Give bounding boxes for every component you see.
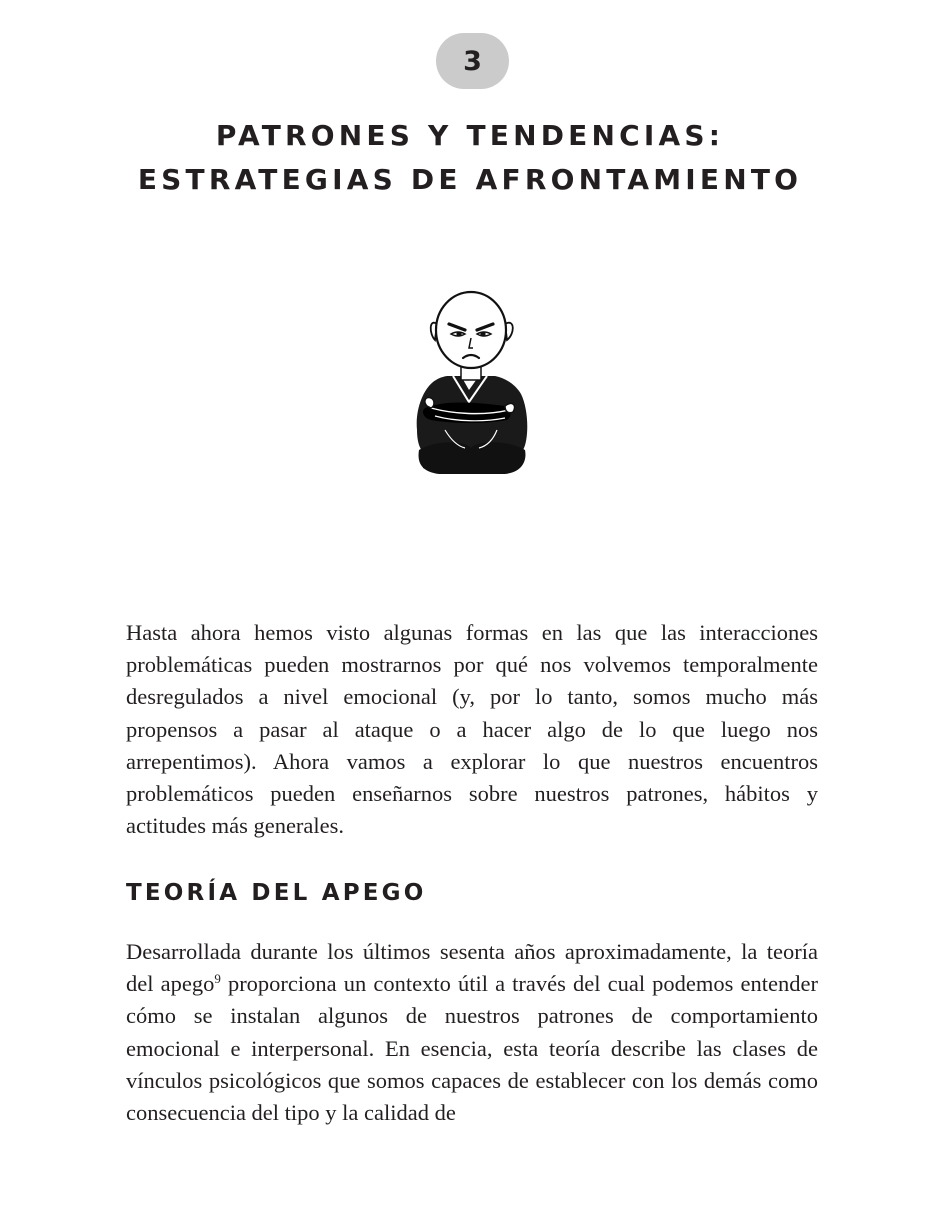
footnote-reference[interactable]: 9 <box>214 971 221 987</box>
paragraph-2-text-end: proporciona un contexto útil a través del cual podemos entender cómo se instalan algunos de nuestros patrones de comportamiento emocional e interpersonal. En esencia, esta teoría describe las clases de vínculos psicológicos que somos capaces de establecer con los demás como consecuencia del tipo y la calidad de <box>126 971 818 1126</box>
body-paragraph-1: Hasta ahora hemos visto algunas formas en las que las interacciones problemáticas pueden mostrarnos por qué nos volvemos temporalmente desregulados a nivel emocional (y, por lo tanto, somos mucho más propensos a pasar al ataque o a hacer algo de lo que luego nos arrepentimos). Ahora vamos a explorar lo que nuestros encuentros problemáticos pueden enseñarnos sobre nuestros patrones, hábitos y actitudes más generales. <box>126 620 818 839</box>
paragraph-2-text-start: Desarrollada durante los últimos sesenta años aproximadamente, la teoría del apego <box>126 939 818 997</box>
chapter-title-line-2: ESTRATEGIAS DE AFRONTAMIENTO <box>137 163 803 196</box>
chapter-title-line-1: PATRONES Y TENDENCIAS: <box>215 119 725 152</box>
chapter-title <box>0 114 940 202</box>
chapter-number: 3 <box>463 45 482 77</box>
body-paragraph-2 <box>126 936 818 1129</box>
grumpy-monk-illustration <box>405 290 537 476</box>
section-heading: TEORÍA DEL APEGO <box>126 880 427 906</box>
chapter-number-badge <box>436 33 509 89</box>
